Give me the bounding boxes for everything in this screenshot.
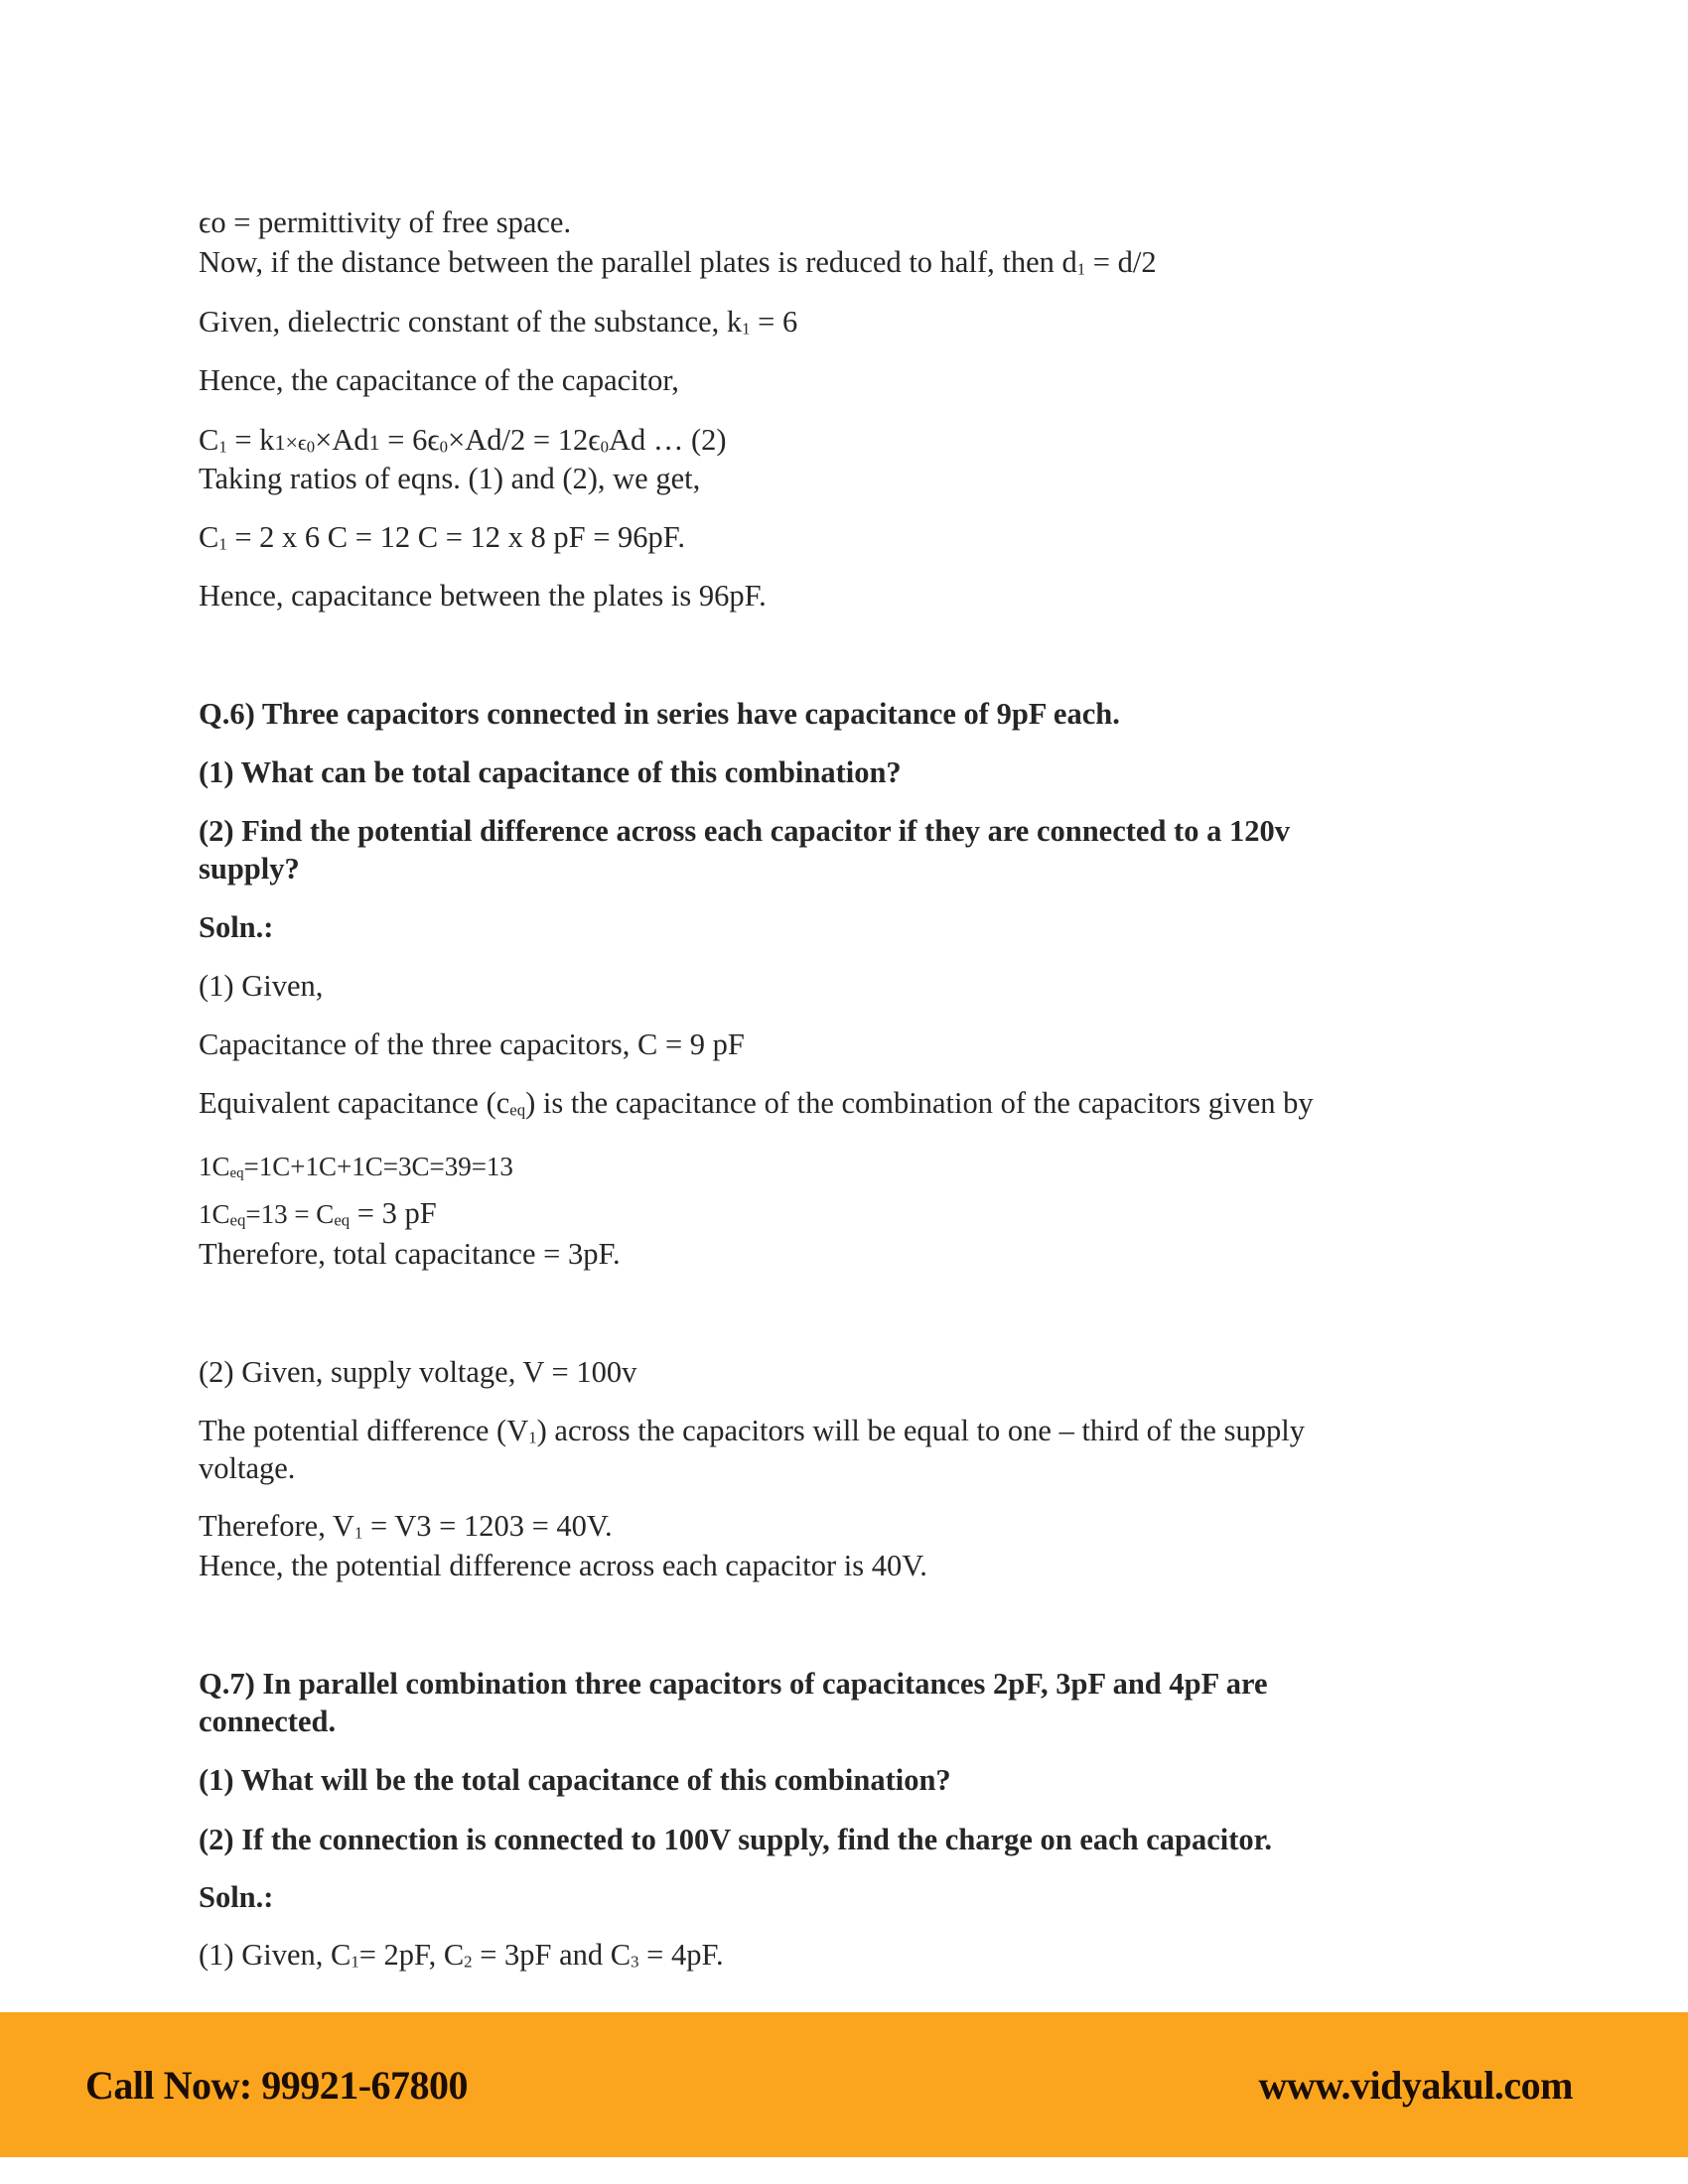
text-line xyxy=(199,1026,745,1062)
subscript: eq xyxy=(509,1100,526,1120)
text: (1) Given, C xyxy=(199,1938,352,1972)
equation-line xyxy=(199,519,685,555)
footer-banner xyxy=(0,2012,1688,2157)
subscript: eq xyxy=(334,1210,351,1230)
text: Given, dielectric constant of the substance, k xyxy=(199,305,743,339)
subscript: 3 xyxy=(631,1952,639,1972)
text: Q.6) Three capacitors connected in series have capacitance of 9pF each. xyxy=(199,697,1120,731)
text: ×Ad xyxy=(315,423,369,457)
subscript: eq xyxy=(229,1210,246,1230)
text: = 4pF. xyxy=(638,1938,724,1972)
equation-line xyxy=(199,1508,613,1544)
question-6-title xyxy=(199,696,1120,732)
text: (1) What will be the total capacitance of this combination? xyxy=(199,1763,951,1797)
text: Q.7) In parallel combination three capacitors of capacitances 2pF, 3pF and 4pF are xyxy=(199,1667,1268,1701)
solution-label xyxy=(199,1879,273,1915)
question-7-part-2 xyxy=(199,1822,1272,1857)
call-now-phone[interactable]: Call Now: 99921-67800 xyxy=(85,2063,469,2108)
text: Hence, the capacitance of the capacitor, xyxy=(199,363,679,397)
question-6-part-2-cont xyxy=(199,851,300,887)
text: = 6ϵ xyxy=(379,423,440,457)
equation-line xyxy=(199,1937,724,1973)
text-line xyxy=(199,1450,295,1486)
text: ϵo = permittivity of free space. xyxy=(199,205,572,239)
text: 1C xyxy=(199,1152,230,1181)
text: = 6 xyxy=(750,305,798,339)
text-line xyxy=(199,244,1157,280)
subscript: 1 xyxy=(351,1952,359,1972)
text-line xyxy=(199,1236,621,1272)
question-7-title-cont xyxy=(199,1704,336,1739)
text: = 3 pF xyxy=(350,1196,437,1230)
text: Ad … (2) xyxy=(608,423,727,457)
text: 1 xyxy=(368,430,380,455)
text-line xyxy=(199,205,571,240)
text: = 3pF and C xyxy=(472,1938,632,1972)
text: =1C+1C+1C=3C=39=13 xyxy=(243,1152,513,1181)
subscript: 1 xyxy=(742,319,751,339)
text-line xyxy=(199,1354,636,1390)
text: = 2pF, C xyxy=(358,1938,465,1972)
text: Equivalent capacitance (c xyxy=(199,1086,510,1120)
text: = 2 x 6 C = 12 C = 12 x 8 pF = 96pF. xyxy=(226,520,685,554)
text: (2) If the connection is connected to 100V supply, find the charge on each capacitor. xyxy=(199,1823,1273,1856)
text: =13 = C xyxy=(245,1199,335,1229)
solution-label xyxy=(199,909,273,945)
question-6-part-2 xyxy=(199,813,1290,849)
text: = d/2 xyxy=(1085,245,1157,279)
subscript: 1 xyxy=(1076,259,1086,279)
text: Therefore, total capacitance = 3pF. xyxy=(199,1237,621,1271)
text-line xyxy=(199,1548,927,1583)
equation-line xyxy=(199,1149,513,1184)
text: Soln.: xyxy=(199,910,274,944)
text: (1) Given, xyxy=(199,969,324,1003)
text: Hence, capacitance between the plates is 96pF. xyxy=(199,579,767,613)
text: C xyxy=(199,423,219,457)
text: (2) Given, supply voltage, V = 100v xyxy=(199,1355,637,1389)
text: Now, if the distance between the parallel plates is reduced to half, then d xyxy=(199,245,1077,279)
subscript: 1 xyxy=(353,1523,363,1543)
text: ) across the capacitors will be equal to one – third of the supply xyxy=(536,1414,1305,1447)
text: (1) What can be total capacitance of this combination? xyxy=(199,755,902,789)
subscript: 1 xyxy=(218,534,227,554)
subscript: 0 xyxy=(439,437,449,457)
text: Taking ratios of eqns. (1) and (2), we get, xyxy=(199,462,701,495)
text: Capacitance of the three capacitors, C = 9 pF xyxy=(199,1027,745,1061)
text: C xyxy=(199,520,219,554)
equation-line xyxy=(199,422,727,461)
text: 1×ϵ xyxy=(274,430,307,455)
question-7-title xyxy=(199,1666,1268,1702)
text-line xyxy=(199,1413,1305,1448)
subscript: 1 xyxy=(528,1428,537,1447)
text: The potential difference (V xyxy=(199,1414,529,1447)
text: connected. xyxy=(199,1705,337,1738)
text-line xyxy=(199,304,797,340)
text: Therefore, V xyxy=(199,1509,354,1543)
text-line xyxy=(199,578,767,614)
text-line xyxy=(199,362,679,398)
text-line xyxy=(199,968,323,1004)
text: supply? xyxy=(199,852,300,886)
subscript: 0 xyxy=(306,437,316,457)
question-6-part-1 xyxy=(199,754,902,790)
text: ) is the capacitance of the combination of the capacitors given by xyxy=(525,1086,1314,1120)
equation-line xyxy=(199,1195,437,1232)
subscript: eq xyxy=(229,1165,244,1182)
text-line xyxy=(199,1085,1314,1121)
text: = k xyxy=(226,423,275,457)
text: voltage. xyxy=(199,1451,296,1485)
question-7-part-1 xyxy=(199,1762,951,1798)
subscript: 2 xyxy=(464,1952,473,1972)
website-link[interactable]: www.vidyakul.com xyxy=(1258,2063,1573,2108)
text: 1C xyxy=(199,1199,230,1229)
subscript: 1 xyxy=(218,437,227,457)
text: Soln.: xyxy=(199,1880,274,1914)
subscript: 0 xyxy=(600,437,609,457)
text: (2) Find the potential difference across each capacitor if they are connected to a 120v xyxy=(199,814,1290,848)
text: Hence, the potential difference across each capacitor is 40V. xyxy=(199,1549,927,1582)
text: = V3 = 1203 = 40V. xyxy=(362,1509,613,1543)
text-line xyxy=(199,461,700,496)
text: ×Ad/2 = 12ϵ xyxy=(448,423,601,457)
